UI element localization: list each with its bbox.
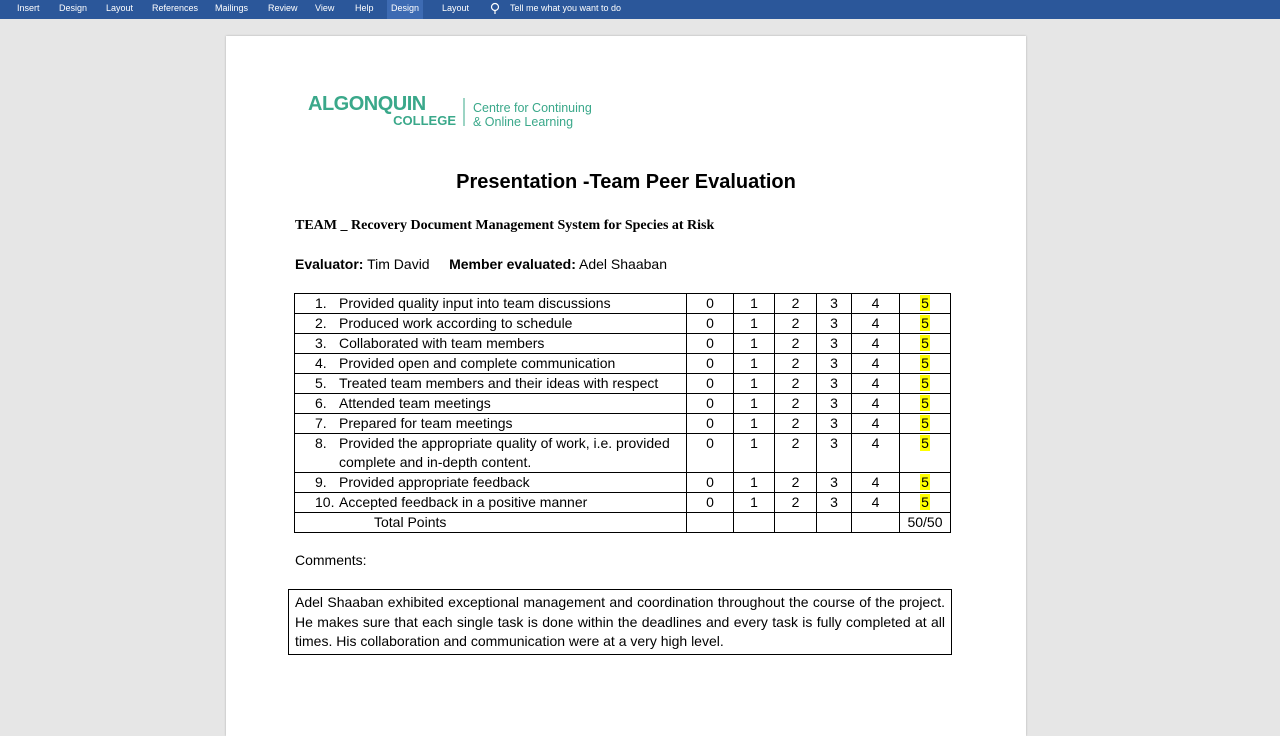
criterion-number: 9. bbox=[315, 474, 327, 490]
score-option: 2 bbox=[791, 355, 800, 371]
criterion-number: 7. bbox=[315, 415, 327, 431]
score-option: 3 bbox=[830, 315, 838, 331]
score-option: 2 bbox=[791, 415, 800, 431]
table-row bbox=[295, 434, 951, 473]
score-option: 4 bbox=[871, 494, 880, 510]
table-row bbox=[295, 414, 951, 434]
score-cell[interactable] bbox=[852, 493, 900, 513]
criterion-text: Produced work according to schedule bbox=[339, 315, 573, 331]
score-option: 2 bbox=[791, 474, 800, 490]
score-cell[interactable] bbox=[687, 414, 734, 434]
criterion-number: 6. bbox=[315, 395, 327, 411]
score-cell[interactable] bbox=[775, 414, 817, 434]
score-option: 3 bbox=[830, 375, 838, 391]
score-cell[interactable] bbox=[734, 314, 775, 334]
selected-score: 5 bbox=[921, 395, 929, 411]
evaluation-table-body bbox=[295, 294, 951, 533]
score-option: 0 bbox=[706, 474, 714, 490]
score-cell[interactable] bbox=[775, 294, 817, 314]
table-row bbox=[295, 354, 951, 374]
selected-score: 5 bbox=[921, 494, 929, 510]
score-option: 1 bbox=[750, 435, 758, 451]
score-cell[interactable] bbox=[734, 434, 775, 473]
college-logo bbox=[308, 92, 628, 132]
logo-name-line2: COLLEGE bbox=[393, 113, 456, 128]
score-option: 3 bbox=[830, 395, 838, 411]
tab-design[interactable]: Design bbox=[59, 3, 88, 13]
criterion-number: 4. bbox=[315, 355, 327, 371]
criterion-number: 3. bbox=[315, 335, 327, 351]
score-option: 0 bbox=[706, 315, 714, 331]
score-cell[interactable] bbox=[900, 473, 951, 493]
score-cell[interactable] bbox=[817, 334, 852, 354]
score-cell[interactable] bbox=[775, 374, 817, 394]
tab-review[interactable]: Review bbox=[268, 3, 298, 13]
score-option: 3 bbox=[830, 435, 838, 451]
table-row bbox=[295, 394, 951, 414]
selected-score: 5 bbox=[921, 315, 929, 331]
score-option: 4 bbox=[871, 355, 880, 371]
selected-score: 5 bbox=[921, 375, 929, 391]
selected-score: 5 bbox=[921, 415, 929, 431]
tab-insert[interactable]: Insert bbox=[17, 3, 40, 13]
score-cell[interactable] bbox=[852, 314, 900, 334]
score-cell[interactable] bbox=[900, 493, 951, 513]
score-cell[interactable] bbox=[775, 493, 817, 513]
score-cell[interactable] bbox=[817, 394, 852, 414]
score-cell[interactable] bbox=[817, 414, 852, 434]
evaluator-label: Evaluator: bbox=[295, 256, 364, 272]
score-option: 3 bbox=[830, 494, 838, 510]
score-option: 2 bbox=[791, 335, 800, 351]
score-option: 3 bbox=[830, 335, 838, 351]
empty-cell bbox=[775, 513, 817, 533]
selected-score: 5 bbox=[921, 295, 929, 311]
score-cell[interactable] bbox=[900, 354, 951, 374]
score-cell[interactable] bbox=[852, 334, 900, 354]
criterion-text: Provided appropriate feedback bbox=[339, 474, 530, 490]
score-option: 0 bbox=[706, 295, 714, 311]
criterion-cell bbox=[295, 414, 687, 434]
criterion-cell bbox=[295, 434, 687, 473]
score-cell[interactable] bbox=[775, 354, 817, 374]
criterion-cell bbox=[295, 314, 687, 334]
score-cell[interactable] bbox=[817, 354, 852, 374]
score-option: 1 bbox=[750, 355, 758, 371]
score-option: 4 bbox=[871, 315, 880, 331]
score-cell[interactable] bbox=[687, 473, 734, 493]
score-cell[interactable] bbox=[852, 394, 900, 414]
score-option: 2 bbox=[791, 315, 800, 331]
criterion-number: 8. bbox=[315, 435, 327, 451]
score-option: 1 bbox=[750, 335, 758, 351]
selected-score: 5 bbox=[921, 435, 929, 451]
score-cell[interactable] bbox=[687, 294, 734, 314]
tab-help[interactable]: Help bbox=[355, 3, 374, 13]
score-cell[interactable] bbox=[817, 314, 852, 334]
score-option: 0 bbox=[706, 415, 714, 431]
score-option: 1 bbox=[750, 375, 758, 391]
score-cell[interactable] bbox=[852, 473, 900, 493]
score-cell[interactable] bbox=[852, 374, 900, 394]
criterion-text: Provided the appropriate quality of work, i.e. provided complete and in-depth content. bbox=[339, 435, 670, 470]
score-cell[interactable] bbox=[734, 394, 775, 414]
score-option: 4 bbox=[871, 435, 880, 451]
selected-score: 5 bbox=[921, 355, 929, 371]
score-cell[interactable] bbox=[817, 473, 852, 493]
score-cell[interactable] bbox=[900, 334, 951, 354]
table-row bbox=[295, 493, 951, 513]
score-cell[interactable] bbox=[687, 354, 734, 374]
score-cell[interactable] bbox=[775, 473, 817, 493]
score-cell[interactable] bbox=[734, 493, 775, 513]
criterion-cell bbox=[295, 294, 687, 314]
criterion-number: 2. bbox=[315, 315, 327, 331]
score-option: 4 bbox=[871, 415, 880, 431]
member-name: Adel Shaaban bbox=[579, 256, 667, 272]
tab-layout[interactable]: Layout bbox=[106, 3, 134, 13]
score-cell[interactable] bbox=[775, 314, 817, 334]
criterion-number: 1. bbox=[315, 295, 327, 311]
score-cell[interactable] bbox=[852, 414, 900, 434]
score-cell[interactable] bbox=[900, 394, 951, 414]
score-option: 0 bbox=[706, 355, 714, 371]
score-option: 1 bbox=[750, 295, 758, 311]
score-option: 0 bbox=[706, 335, 714, 351]
criterion-text: Accepted feedback in a positive manner bbox=[339, 494, 588, 510]
score-cell[interactable] bbox=[852, 294, 900, 314]
score-option: 2 bbox=[791, 295, 800, 311]
score-option: 3 bbox=[830, 415, 838, 431]
score-cell[interactable] bbox=[687, 374, 734, 394]
score-option: 2 bbox=[791, 375, 800, 391]
score-cell[interactable] bbox=[687, 394, 734, 414]
empty-cell bbox=[687, 513, 734, 533]
criterion-cell bbox=[295, 394, 687, 414]
criterion-text: Collaborated with team members bbox=[339, 335, 545, 351]
score-option: 4 bbox=[871, 474, 880, 490]
evaluator-line bbox=[295, 256, 667, 272]
table-row bbox=[295, 294, 951, 314]
total-label: Total Points bbox=[295, 513, 687, 533]
score-option: 2 bbox=[791, 395, 800, 411]
score-cell[interactable] bbox=[734, 374, 775, 394]
score-option: 1 bbox=[750, 494, 758, 510]
logo-name-line1: ALGONQUIN bbox=[308, 93, 426, 115]
empty-cell bbox=[734, 513, 775, 533]
score-cell[interactable] bbox=[687, 434, 734, 473]
document-title: Presentation -Team Peer Evaluation bbox=[456, 171, 796, 193]
score-cell[interactable] bbox=[852, 354, 900, 374]
score-option: 4 bbox=[871, 375, 880, 391]
score-cell[interactable] bbox=[900, 294, 951, 314]
total-row bbox=[295, 513, 951, 533]
comments-label: Comments: bbox=[295, 552, 367, 568]
table-row bbox=[295, 473, 951, 493]
tab-table-design-label: Design bbox=[391, 3, 420, 13]
score-cell[interactable] bbox=[817, 374, 852, 394]
score-option: 1 bbox=[750, 315, 758, 331]
criterion-number: 10. bbox=[315, 494, 335, 510]
tab-references[interactable]: References bbox=[152, 3, 199, 13]
score-cell[interactable] bbox=[734, 473, 775, 493]
table-row bbox=[295, 334, 951, 354]
score-cell[interactable] bbox=[734, 294, 775, 314]
tab-table-layout[interactable]: Layout bbox=[442, 3, 470, 13]
score-cell[interactable] bbox=[852, 434, 900, 473]
criterion-text: Provided quality input into team discussions bbox=[339, 295, 611, 311]
criterion-text: Treated team members and their ideas with respect bbox=[339, 375, 659, 391]
table-row bbox=[295, 374, 951, 394]
table-row bbox=[295, 314, 951, 334]
score-cell[interactable] bbox=[817, 434, 852, 473]
empty-cell bbox=[852, 513, 900, 533]
score-cell[interactable] bbox=[900, 314, 951, 334]
selected-score: 5 bbox=[921, 474, 929, 490]
score-cell[interactable] bbox=[775, 334, 817, 354]
logo-dept-line1: Centre for Continuing bbox=[473, 101, 592, 115]
score-option: 0 bbox=[706, 435, 714, 451]
score-option: 1 bbox=[750, 474, 758, 490]
score-option: 1 bbox=[750, 415, 758, 431]
tab-table-design[interactable] bbox=[387, 0, 423, 19]
member-label: Member evaluated: bbox=[449, 256, 576, 272]
criterion-text: Prepared for team meetings bbox=[339, 415, 513, 431]
criterion-cell bbox=[295, 354, 687, 374]
evaluator-name: Tim David bbox=[367, 256, 430, 272]
score-cell[interactable] bbox=[687, 493, 734, 513]
criterion-text: Attended team meetings bbox=[339, 395, 491, 411]
score-cell[interactable] bbox=[734, 334, 775, 354]
tab-view[interactable]: View bbox=[315, 3, 335, 13]
ribbon bbox=[0, 0, 1280, 19]
team-name: TEAM _ Recovery Document Management System for Species at Risk bbox=[295, 218, 715, 233]
score-option: 1 bbox=[750, 395, 758, 411]
tab-mailings[interactable]: Mailings bbox=[215, 3, 249, 13]
document-page bbox=[226, 36, 1026, 736]
score-cell[interactable] bbox=[775, 394, 817, 414]
criterion-cell bbox=[295, 473, 687, 493]
logo-dept-line2: & Online Learning bbox=[473, 115, 574, 129]
selected-score: 5 bbox=[921, 335, 929, 351]
score-option: 4 bbox=[871, 295, 880, 311]
score-cell[interactable] bbox=[734, 414, 775, 434]
criterion-number: 5. bbox=[315, 375, 327, 391]
criterion-cell bbox=[295, 493, 687, 513]
criterion-cell bbox=[295, 334, 687, 354]
score-option: 2 bbox=[791, 494, 800, 510]
lightbulb-icon bbox=[489, 2, 501, 16]
score-option: 3 bbox=[830, 474, 838, 490]
evaluation-table bbox=[294, 293, 951, 533]
criterion-text: Provided open and complete communication bbox=[339, 355, 616, 371]
score-option: 4 bbox=[871, 335, 880, 351]
score-option: 3 bbox=[830, 295, 838, 311]
comment-box[interactable]: Adel Shaaban exhibited exceptional management and coordination throughout the course of the project. He makes sure that each single task is done within the deadlines and every task is fully completed at all times. His collaboration and communication were at a very high level. bbox=[288, 589, 952, 655]
score-cell[interactable] bbox=[900, 374, 951, 394]
score-option: 0 bbox=[706, 375, 714, 391]
score-cell[interactable] bbox=[817, 493, 852, 513]
empty-cell bbox=[817, 513, 852, 533]
score-option: 2 bbox=[791, 435, 800, 451]
score-option: 3 bbox=[830, 355, 838, 371]
score-cell[interactable] bbox=[687, 314, 734, 334]
score-cell[interactable] bbox=[900, 414, 951, 434]
criterion-cell bbox=[295, 374, 687, 394]
tell-me-search[interactable]: Tell me what you want to do bbox=[510, 3, 622, 13]
score-cell[interactable] bbox=[734, 354, 775, 374]
score-cell[interactable] bbox=[900, 434, 951, 473]
score-option: 4 bbox=[871, 395, 880, 411]
score-cell[interactable] bbox=[775, 434, 817, 473]
score-option: 0 bbox=[706, 494, 714, 510]
score-option: 0 bbox=[706, 395, 714, 411]
score-cell[interactable] bbox=[817, 294, 852, 314]
total-value: 50/50 bbox=[900, 513, 951, 533]
score-cell[interactable] bbox=[687, 334, 734, 354]
